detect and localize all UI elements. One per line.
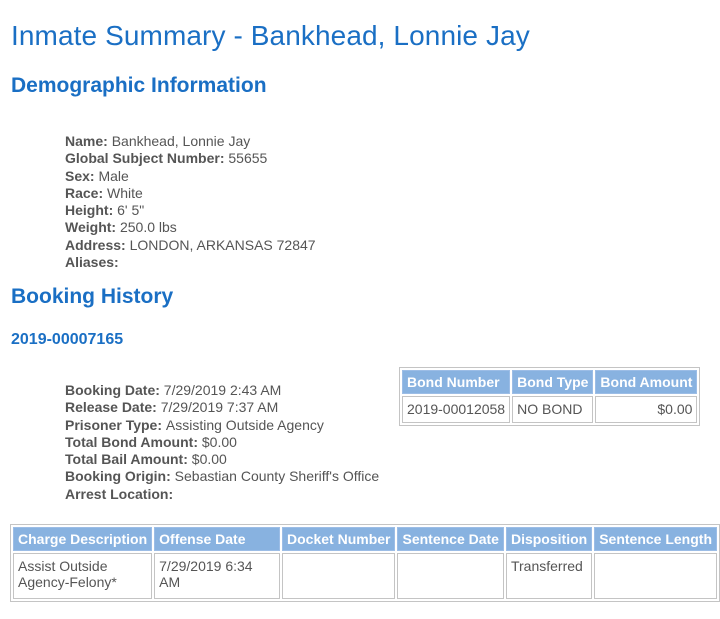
field-label: Global Subject Number: [65, 150, 220, 167]
bond-amount-cell: $0.00: [595, 396, 697, 423]
field-label: Address: [65, 236, 122, 253]
field-value: $0.00: [201, 433, 237, 450]
field-label: Release Date: [65, 399, 153, 416]
bond-amount-header: Bond Amount: [595, 370, 697, 394]
field-global-subject-number: Global Subject Number: 55655: [65, 150, 268, 167]
field-height: Height: 6' 5": [65, 202, 145, 219]
demographic-fields: [65, 133, 316, 271]
offense-date-header: Offense Date: [154, 527, 280, 551]
field-release-date: Release Date: 7/29/2019 7:37 AM: [65, 399, 279, 416]
field-label: Race: [65, 184, 99, 201]
field-name: Name: Bankhead, Lonnie Jay: [65, 133, 251, 149]
charge-description-cell: Assist Outside Agency-Felony*: [13, 553, 152, 599]
disposition-cell: Transferred: [506, 553, 592, 599]
field-arrest-location: Arrest Location:: [65, 485, 174, 502]
field-value: Assisting Outside Agency: [165, 416, 324, 433]
field-label: Sex: [65, 167, 90, 184]
field-value: 55655: [228, 150, 268, 167]
docket-number-cell: [282, 553, 395, 599]
field-label: Booking Origin: [65, 468, 167, 485]
field-value: LONDON, ARKANSAS 72847: [129, 236, 316, 253]
field-booking-origin: Booking Origin: Sebastian County Sheriff's Office: [65, 468, 380, 485]
sentence-length-header: Sentence Length: [594, 527, 717, 551]
offense-date-cell: 7/29/2019 6:34 AM: [154, 553, 280, 599]
sentence-length-cell: [594, 553, 717, 599]
bond-type-header: Bond Type: [512, 370, 593, 394]
charge-description-header: Charge Description: [13, 527, 152, 551]
charge-header-row: [13, 527, 717, 551]
bond-number-cell: 2019-00012058: [402, 396, 510, 423]
field-label: Height: [65, 202, 109, 219]
field-value: Sebastian County Sheriff's Office: [174, 468, 380, 485]
bond-type-cell: NO BOND: [512, 396, 593, 423]
field-value: 250.0 lbs: [119, 219, 177, 236]
table-row: [13, 553, 717, 599]
field-address: Address: LONDON, ARKANSAS 72847: [65, 236, 316, 253]
field-total-bail-amount: Total Bail Amount: $0.00: [65, 451, 227, 468]
booking-number: 2019-00007165: [11, 331, 124, 348]
field-label: Prisoner Type: [65, 416, 158, 433]
field-sex: Sex: Male: [65, 167, 129, 184]
field-label: Arrest Location: [65, 485, 169, 502]
field-value: 7/29/2019 2:43 AM: [163, 382, 282, 398]
field-prisoner-type: Prisoner Type: Assisting Outside Agency: [65, 416, 324, 433]
field-label: Name: [65, 133, 104, 149]
field-label: Total Bail Amount: [65, 451, 184, 468]
table-row: [402, 396, 697, 423]
field-label: Total Bond Amount: [65, 433, 194, 450]
field-value: 6' 5": [117, 202, 145, 219]
field-aliases: Aliases:: [65, 254, 119, 271]
field-value: White: [107, 184, 143, 201]
bond-table: [399, 367, 700, 426]
docket-number-header: Docket Number: [282, 527, 395, 551]
sentence-date-cell: [397, 553, 503, 599]
field-value: $0.00: [191, 451, 227, 468]
booking-fields: [65, 382, 379, 503]
field-weight: Weight: 250.0 lbs: [65, 219, 177, 236]
field-booking-date: Booking Date: 7/29/2019 2:43 AM: [65, 382, 282, 398]
field-total-bond-amount: Total Bond Amount: $0.00: [65, 433, 237, 450]
field-value: 7/29/2019 7:37 AM: [160, 399, 279, 416]
field-label: Aliases: [65, 254, 115, 271]
field-label: Booking Date: [65, 382, 156, 398]
disposition-header: Disposition: [506, 527, 592, 551]
bond-number-header: Bond Number: [402, 370, 510, 394]
field-race: Race: White: [65, 184, 143, 201]
sentence-date-header: Sentence Date: [397, 527, 503, 551]
page-title: Inmate Summary - Bankhead, Lonnie Jay: [11, 20, 530, 51]
demographic-heading: Demographic Information: [11, 74, 267, 97]
bond-header-row: [402, 370, 697, 394]
booking-history-heading: Booking History: [11, 285, 174, 308]
charge-table: [10, 524, 720, 602]
field-value: Male: [98, 167, 129, 184]
field-label: Weight: [65, 219, 112, 236]
field-value: Bankhead, Lonnie Jay: [111, 133, 251, 149]
